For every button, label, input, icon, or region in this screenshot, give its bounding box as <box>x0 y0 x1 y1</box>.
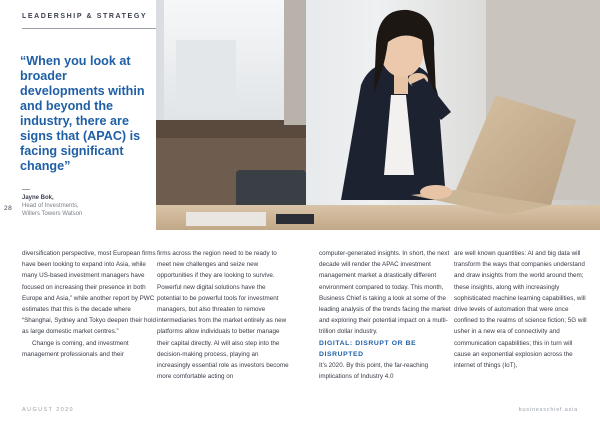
paragraph: computer-generated insights. In short, the next decade will render the APAC investment management market a drastically different environment compared to today. This month, Business Chief is taking a look at some of the leading analysis of the trends facing the market and exploring their potential impact on a multi-trillion dollar industry. <box>319 250 451 336</box>
paragraph: are well known quantities: AI and big data will transform the ways that companies understand and draw insights from the world around them; these insights, along with increasingly sophisticated machine learning capabilities, will drive levels of automation that were once confined to the realms of science fiction; 5G will usher in a new era of connectivity and communication capabilities; this in turn will cause an exponential explosion across the internet of things (IoT), <box>454 250 587 370</box>
article-column-3 <box>319 248 453 382</box>
paragraph: diversification perspective, most European firms have been looking to expand into Asia, while many US-based investment managers have focused on increasing their presence in both Europe and Asia,” while another report by PWC estimates that this is the decade where “Shanghai, Sydney and Tokyo deepen their hold as large domestic market centres.” <box>22 250 156 336</box>
section-label: LEADERSHIP & STRATEGY <box>22 13 148 20</box>
paragraph: Change is coming, and investment management professionals and their <box>22 339 129 358</box>
attribution-name: Jayne Bok, <box>22 195 54 201</box>
paragraph: It’s 2020. By this point, the far-reaching implications of Industry 4.0 <box>319 362 429 381</box>
header-rule <box>22 28 156 29</box>
paragraph: firms across the region need to be ready to meet new challenges and seize new opportunities if they are looking to survive. Powerful new digital solutions have the potential to be powerful tools for investment managers, but also threaten to remove intermediaries from the market entirely as new platforms allow individuals to better manage their capital directly. AI will also step into the decision-making process, playing an increasingly essential role as investors become more comfortable acting on <box>157 250 289 381</box>
attribution-role: Head of Investments, <box>22 203 79 209</box>
quote-attribution <box>22 194 132 218</box>
attribution-company: Willers Towers Watson <box>22 211 83 217</box>
article-column-2 <box>157 248 291 382</box>
quote-divider <box>22 189 30 190</box>
hero-photo <box>156 0 600 230</box>
page-number: 28 <box>4 205 13 212</box>
article-column-4 <box>454 248 588 371</box>
section-subhead: DIGITAL: DISRUPT OR BE DISRUPTED <box>319 339 417 358</box>
pull-quote: “When you look at broader developments within and beyond the industry, there are signs that (APAC) is facing significant change” <box>20 54 145 173</box>
footer-website[interactable]: businesschief.asia <box>518 407 578 413</box>
article-column-1 <box>22 248 156 360</box>
footer-issue-date: AUGUST 2020 <box>22 407 74 413</box>
